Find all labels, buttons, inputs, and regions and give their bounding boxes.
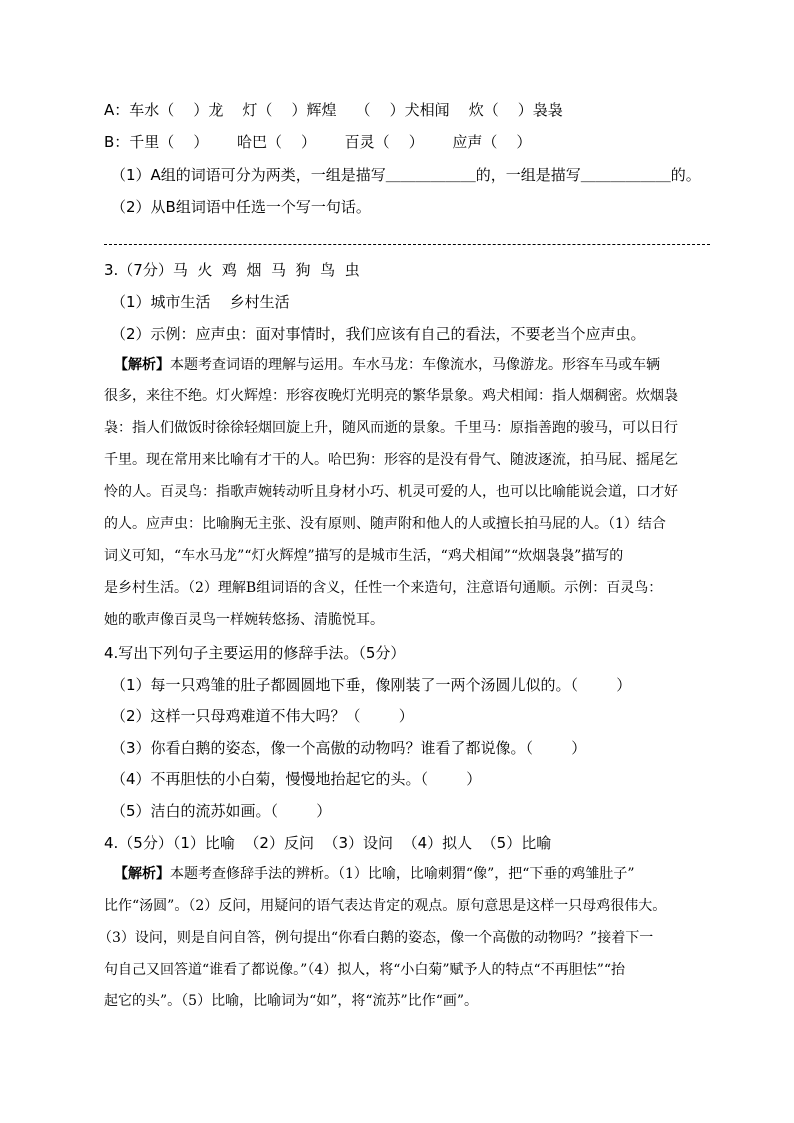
explanation-1-line: 很多，来往不绝。灯火辉煌：形容夜晚灯光明亮的繁华景象。鸡犬相闻：指人烟稠密。炊烟袅 bbox=[104, 388, 678, 404]
question-4-item: （5）洁白的流苏如画。（ ） bbox=[111, 802, 332, 820]
explanation-1-line: 她的歌声像百灵鸟一样婉转悠扬、清脆悦耳。 bbox=[104, 612, 384, 628]
answer-4-line: 4.（5分）（1）比喻 （2）反问 （3）设问 （4）拟人 （5）比喻 bbox=[104, 834, 552, 852]
explanation-2-line: 句自己又回答道“谁看了都说像。”（4）拟人，将“小白菊”赋予人的特点“不再胆怯”“抬 bbox=[104, 962, 626, 978]
explanation-2-line: 起它的头”。（5）比喻，比喻词为“如”，将“流苏”比作“画”。 bbox=[104, 993, 479, 1009]
group-a-line: A：车水（ ）龙 灯（ ）辉煌 （ ）犬相闻 炊（ ）袅袅 bbox=[104, 101, 563, 119]
question-4-item: （2）这样一只母鸡难道不伟大吗？（ ） bbox=[111, 707, 414, 725]
explanation-1-line: 千里。现在常用来比喻有才干的人。哈巴狗：形容的是没有骨气、随波逐流，拍马屁、摇尾乞 bbox=[104, 452, 678, 468]
explanation-1-line: 的人。应声虫：比喻胸无主张、没有原则、随声附和他人的人或擅长拍马屁的人。（1）结合 bbox=[104, 516, 666, 532]
explanation-tag: 【解析】 bbox=[114, 357, 170, 373]
answer-3-part-1: （1）城市生活 乡村生活 bbox=[111, 293, 290, 311]
sub-question-2: （2）从B组词语中任选一个写一句话。 bbox=[111, 198, 371, 216]
question-4-item: （3）你看白鹅的姿态，像一个高傲的动物吗？谁看了都说像。（ ） bbox=[111, 739, 587, 757]
explanation-1-line: 【解析】本题考查词语的理解与运用。车水马龙：车像流水，马像游龙。形容车马或车辆 bbox=[114, 357, 660, 373]
answer-3-heading: 3.（7分）马 火 鸡 烟 马 狗 鸟 虫 bbox=[104, 261, 360, 279]
answer-3-part-2: （2）示例：应声虫：面对事情时，我们应该有自己的看法，不要老当个应声虫。 bbox=[111, 325, 646, 343]
explanation-2-line: 【解析】本题考查修辞手法的辨析。（1）比喻，比喻刺猬“像”，把“下垂的鸡雏肚子” bbox=[114, 866, 635, 882]
explanation-1-line: 是乡村生活。（2）理解B组词语的含义，任性一个来造句，注意语句通顺。示例：百灵鸟： bbox=[104, 580, 663, 596]
explanation-1-line: 怜的人。百灵鸟：指歌声婉转动听且身材小巧、机灵可爱的人，也可以比喻能说会道，口才好 bbox=[104, 484, 678, 500]
explanation-2-line: 比作“汤圆”。（2）反问，用疑问的语气表达肯定的观点。原句意思是这样一只母鸡很伟大。 bbox=[104, 898, 667, 914]
explanation-tag: 【解析】 bbox=[114, 866, 170, 882]
question-4-item: （4）不再胆怯的小白菊，慢慢地抬起它的头。（ ） bbox=[111, 770, 482, 788]
sub-question-1: （1）A组的词语可分为两类，一组是描写＿＿＿＿＿＿的，一组是描写＿＿＿＿＿＿的。 bbox=[111, 166, 701, 184]
answer-dashed-line bbox=[104, 244, 710, 245]
explanation-1-line: 词义可知，“车水马龙”“灯火辉煌”描写的是城市生活，“鸡犬相闻”“炊烟袅袅”描写的 bbox=[104, 548, 624, 564]
explanation-1-line: 袅：指人们做饭时徐徐轻烟回旋上升，随风而逝的景象。千里马：原指善跑的骏马，可以日行 bbox=[104, 420, 678, 436]
explanation-2-line: （3）设问，则是自问自答，例句提出“你看白鹅的姿态，像一个高傲的动物吗？”接着下一 bbox=[98, 930, 654, 946]
group-b-line: B：千里（ ） 哈巴（ ） 百灵（ ） 应声（ ） bbox=[104, 133, 532, 151]
question-4-heading: 4.写出下列句子主要运用的修辞手法。（5分） bbox=[104, 644, 406, 662]
question-4-item: （1）每一只鸡雏的肚子都圆圆地下垂，像刚装了一两个汤圆儿似的。（ ） bbox=[111, 676, 632, 694]
